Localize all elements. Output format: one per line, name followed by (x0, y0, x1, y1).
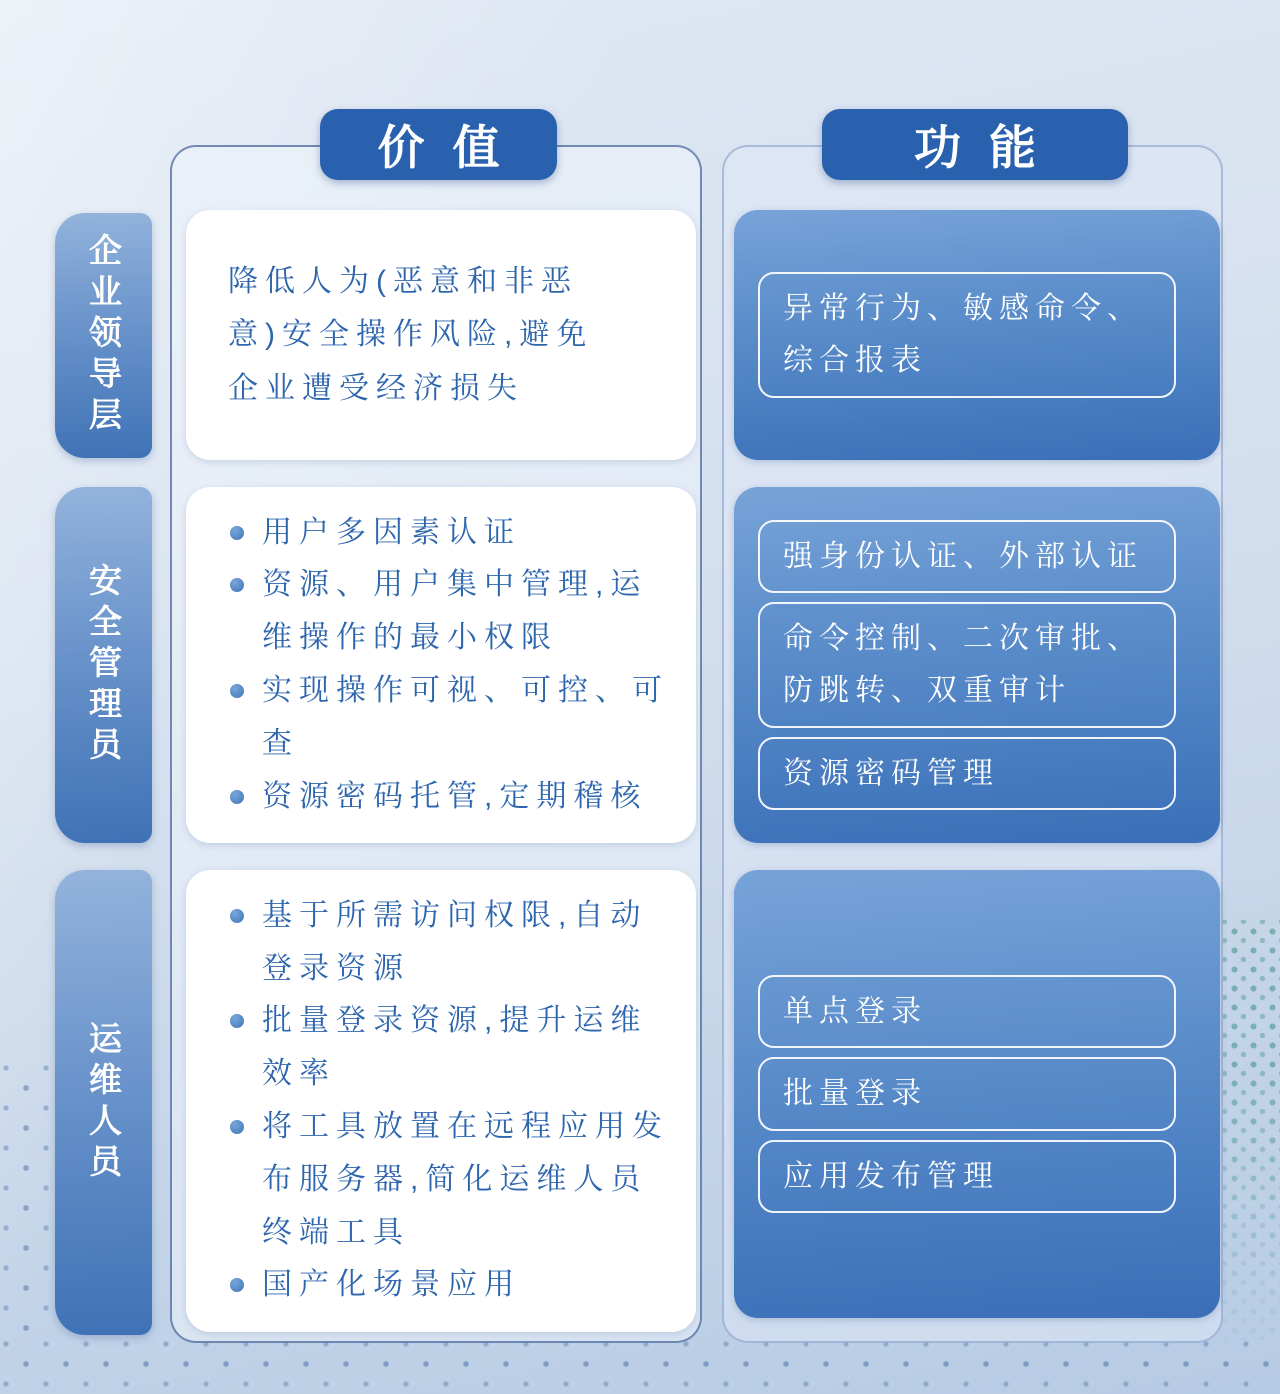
value-card-security-admin (186, 487, 696, 843)
function-box: 异常行为、敏感命令、综合报表 (758, 272, 1176, 397)
row-label-enterprise-leadership (55, 213, 152, 458)
column-header-value: 价值 (320, 109, 557, 180)
function-box: 批量登录 (758, 1057, 1176, 1131)
value-bullet-item: 实现操作可视、可控、可查 (228, 665, 684, 771)
function-box: 命令控制、二次审批、防跳转、双重审计 (758, 602, 1176, 727)
value-bullet-item: 基于所需访问权限,自动登录资源 (228, 890, 684, 996)
value-card-ops (186, 870, 696, 1332)
row-label-text: 企业领导层 (85, 233, 122, 438)
value-bullet-item: 批量登录资源,提升运维效率 (228, 995, 684, 1101)
row-label-text: 安全管理员 (85, 562, 122, 768)
value-bullet-item: 资源、用户集中管理,运维操作的最小权限 (228, 559, 684, 665)
value-bullet-item: 将工具放置在远程应用发布服务器,简化运维人员终端工具 (228, 1101, 684, 1259)
value-bullet-list (228, 507, 684, 824)
value-bullet-item: 资源密码托管,定期稽核 (228, 771, 684, 824)
row-label-text: 运维人员 (85, 1020, 122, 1185)
value-bullet-list (228, 890, 684, 1312)
halftone-dots-right (1222, 920, 1280, 1340)
halftone-dots-bottom (0, 1336, 1280, 1394)
function-box: 强身份认证、外部认证 (758, 520, 1176, 594)
function-card-security-admin (734, 487, 1220, 843)
function-box: 应用发布管理 (758, 1140, 1176, 1214)
column-header-function: 功能 (822, 109, 1128, 180)
row-label-security-admin (55, 487, 152, 843)
value-paragraph: 降低人为(恶意和非恶意)安全操作风险,避免企业遭受经济损失 (228, 264, 594, 405)
value-bullet-item: 用户多因素认证 (228, 507, 684, 560)
function-card-ops (734, 870, 1220, 1318)
row-label-ops-staff (55, 870, 152, 1335)
function-card-enterprise (734, 210, 1220, 460)
halftone-dots-bottom-left (0, 1060, 54, 1340)
function-box: 单点登录 (758, 975, 1176, 1049)
value-card-enterprise (186, 210, 696, 460)
function-box: 资源密码管理 (758, 737, 1176, 811)
value-bullet-item: 国产化场景应用 (228, 1259, 684, 1312)
